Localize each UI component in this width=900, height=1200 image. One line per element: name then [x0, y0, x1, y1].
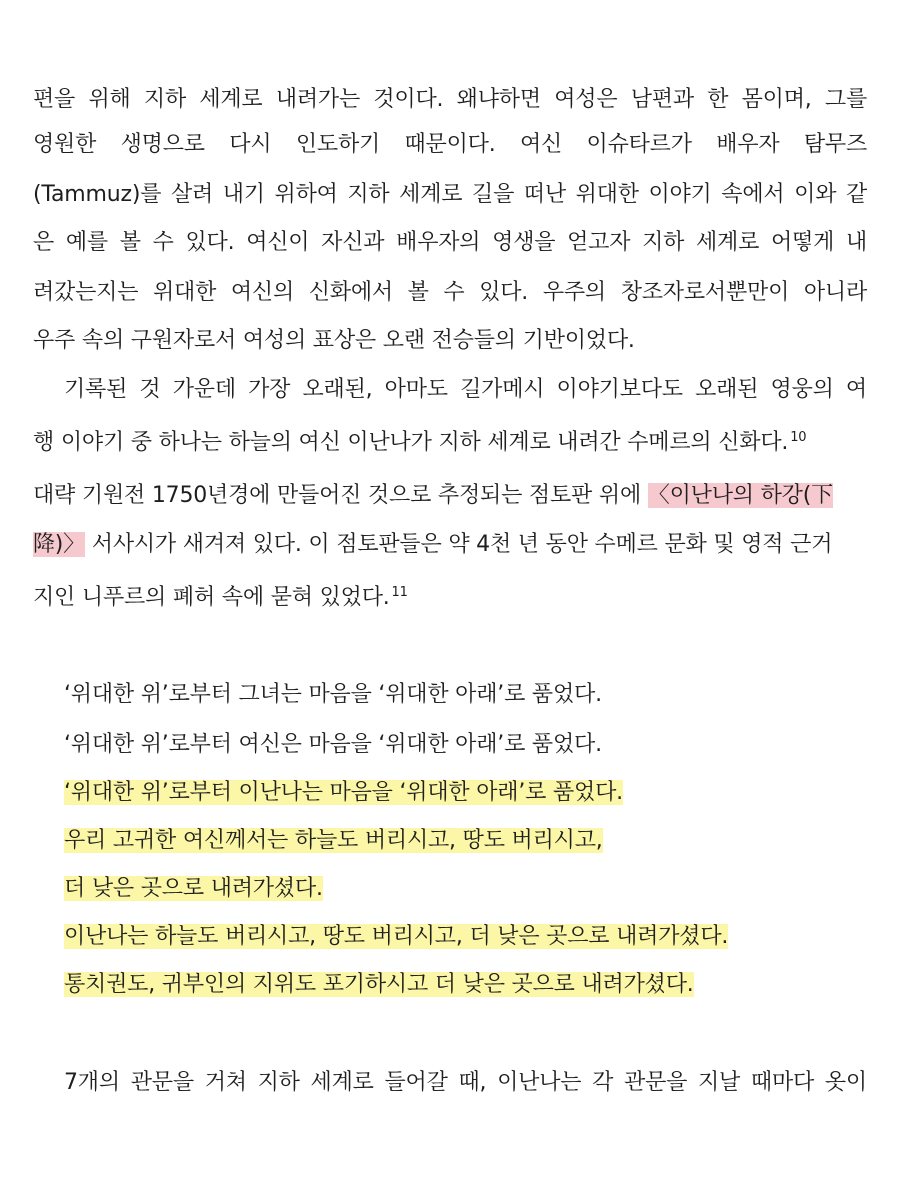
paragraph-1-line-3: (Tammuz)를 살려 내기 위하여 지하 세계로 길을 떠난 위대한 이야기 속에서 이와 같 — [33, 182, 867, 207]
footnote-marker-10[interactable]: 10 — [790, 429, 807, 445]
paragraph-1-line-5: 려갔는지는 위대한 여신의 신화에서 볼 수 있다. 우주의 창조자로서뿐만이 아니라 — [33, 280, 867, 305]
paragraph-1-line-6: 우주 속의 구원자로서 여성의 표상은 오랜 전승들의 기반이었다. — [33, 328, 635, 353]
verse-highlight-2: 우리 고귀한 여신께서는 하늘도 버리시고, 땅도 버리시고, — [64, 828, 603, 853]
verse-line-6 — [64, 922, 728, 952]
verse-line-2: ‘위대한 위’로부터 여신은 마음을 ‘위대한 아래’로 품었다. — [64, 732, 602, 757]
paragraph-2-line-3-text: 대략 기원전 1750년경에 만들어진 것으로 추정되는 점토판 위에 — [33, 483, 648, 508]
paragraph-1-line-2: 영원한 생명으로 다시 인도하기 때문이다. 여신 이슈타르가 배우자 탐무즈 — [33, 132, 867, 157]
paragraph-2-line-5-text: 지인 니푸르의 폐허 속에 묻혀 있었다. — [33, 585, 390, 610]
paragraph-2-line-3 — [33, 481, 833, 511]
verse-line-5 — [64, 874, 323, 904]
highlight-title-part-2: 降)〉 — [33, 532, 85, 557]
verse-line-3 — [64, 778, 623, 808]
paragraph-2-line-4-text: 서사시가 새겨져 있다. 이 점토판들은 약 4천 년 동안 수메르 문화 및 영적 근거 — [84, 532, 833, 557]
verse-line-4 — [64, 826, 603, 856]
paragraph-1-line-4: 은 예를 볼 수 있다. 여신이 자신과 배우자의 영생을 얻고자 지하 세계로 어떻게 내 — [33, 230, 867, 255]
verse-highlight-1: ‘위대한 위’로부터 이난나는 마음을 ‘위대한 아래’로 품었다. — [64, 780, 623, 805]
paragraph-3-line-1: 7개의 관문을 거쳐 지하 세계로 들어갈 때, 이난나는 각 관문을 지날 때마다 옷이 — [64, 1070, 867, 1095]
paragraph-1-line-1: 편을 위해 지하 세계로 내려가는 것이다. 왜냐하면 여성은 남편과 한 몸이며, 그를 — [33, 87, 867, 112]
paragraph-2-line-2-text: 행 이야기 중 하나는 하늘의 여신 이난나가 지하 세계로 내려간 수메르의 신화다. — [33, 430, 789, 455]
footnote-marker-11[interactable]: 11 — [391, 584, 408, 600]
verse-line-1: ‘위대한 위’로부터 그녀는 마음을 ‘위대한 아래’로 품었다. — [64, 682, 602, 707]
verse-highlight-5: 통치권도, 귀부인의 지위도 포기하시고 더 낮은 곳으로 내려가셨다. — [64, 972, 694, 997]
verse-line-7 — [64, 970, 694, 1000]
paragraph-2-line-2 — [33, 428, 806, 458]
paragraph-2-line-4 — [33, 530, 832, 560]
verse-highlight-3: 더 낮은 곳으로 내려가셨다. — [64, 876, 323, 901]
paragraph-2-line-5 — [33, 583, 408, 613]
verse-highlight-4: 이난나는 하늘도 버리시고, 땅도 버리시고, 더 낮은 곳으로 내려가셨다. — [64, 924, 729, 949]
highlight-title-part-1: 〈이난나의 하강(下 — [647, 483, 833, 508]
paragraph-2-line-1: 기록된 것 가운데 가장 오래된, 아마도 길가메시 이야기보다도 오래된 영웅의 여 — [64, 377, 867, 402]
